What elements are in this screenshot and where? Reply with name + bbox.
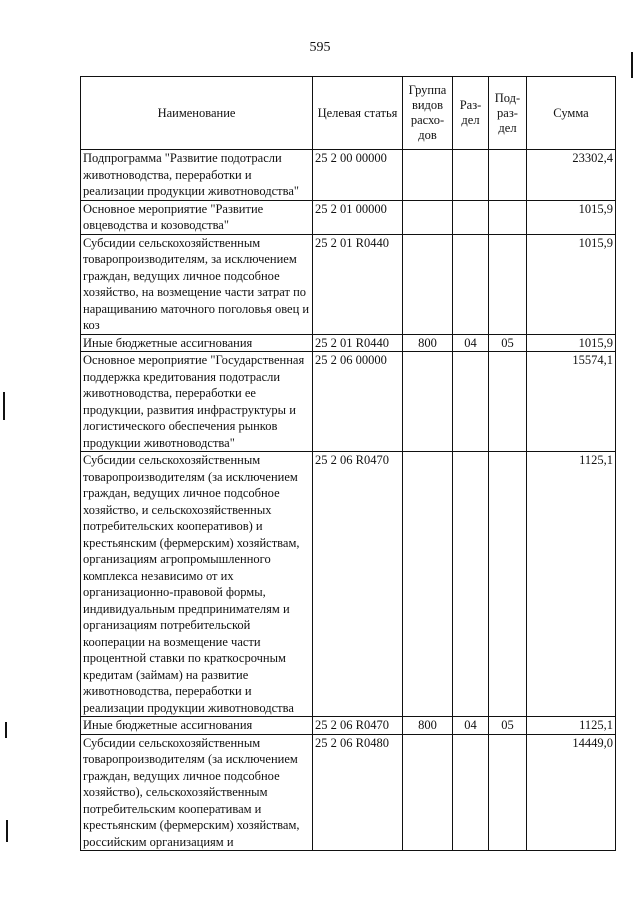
cell-expense-group xyxy=(403,200,453,234)
cell-expense-group xyxy=(403,234,453,334)
scan-mark xyxy=(631,52,633,78)
table-row xyxy=(81,734,616,851)
cell-subsection xyxy=(489,150,527,201)
cell-expense-group xyxy=(403,352,453,452)
cell-expense-group xyxy=(403,150,453,201)
cell-sum: 23302,4 xyxy=(527,150,616,201)
cell-sum: 1015,9 xyxy=(527,334,616,352)
header-expense-group: Группа видов расхо-дов xyxy=(403,77,453,150)
cell-section xyxy=(453,150,489,201)
cell-target-article: 25 2 06 R0470 xyxy=(313,717,403,735)
cell-sum: 1015,9 xyxy=(527,234,616,334)
cell-name: Основное мероприятие "Государственная поддержка кредитования подотрасли животноводства, переработки ее продукции, развития инфраструктуры и логистического обеспечения рынков продукции животноводства" xyxy=(81,352,313,452)
cell-section: 04 xyxy=(453,717,489,735)
cell-subsection xyxy=(489,352,527,452)
table-row xyxy=(81,234,616,334)
cell-subsection xyxy=(489,234,527,334)
header-name: Наименование xyxy=(81,77,313,150)
header-section: Раз-дел xyxy=(453,77,489,150)
cell-expense-group xyxy=(403,734,453,851)
cell-sum: 15574,1 xyxy=(527,352,616,452)
page-number: 595 xyxy=(309,40,331,55)
cell-sum: 1125,1 xyxy=(527,452,616,717)
header-sum: Сумма xyxy=(527,77,616,150)
cell-subsection: 05 xyxy=(489,717,527,735)
scan-mark xyxy=(5,722,7,738)
header-subsection: Под-раз-дел xyxy=(489,77,527,150)
cell-target-article: 25 2 01 00000 xyxy=(313,200,403,234)
cell-expense-group: 800 xyxy=(403,334,453,352)
cell-target-article: 25 2 01 R0440 xyxy=(313,234,403,334)
table-row xyxy=(81,150,616,201)
table-row xyxy=(81,352,616,452)
cell-subsection xyxy=(489,452,527,717)
cell-target-article: 25 2 06 R0480 xyxy=(313,734,403,851)
cell-name: Субсидии сельскохозяйственным товаропроизводителям (за исключением граждан, ведущих личное подсобное хозяйство), сельскохозяйственным потребительским кооперативам и крестьянским (фермерским) хозяйствам, российским организациям и xyxy=(81,734,313,851)
table-row xyxy=(81,717,616,735)
table-row xyxy=(81,200,616,234)
cell-name: Иные бюджетные ассигнования xyxy=(81,717,313,735)
cell-sum: 14449,0 xyxy=(527,734,616,851)
cell-section xyxy=(453,352,489,452)
cell-sum: 1015,9 xyxy=(527,200,616,234)
header-target-article: Целевая статья xyxy=(313,77,403,150)
cell-target-article: 25 2 06 R0470 xyxy=(313,452,403,717)
cell-sum: 1125,1 xyxy=(527,717,616,735)
cell-section xyxy=(453,734,489,851)
cell-subsection xyxy=(489,734,527,851)
scan-mark xyxy=(3,392,5,420)
table-header-row xyxy=(81,77,616,150)
cell-expense-group: 800 xyxy=(403,717,453,735)
cell-target-article: 25 2 01 R0440 xyxy=(313,334,403,352)
table-row xyxy=(81,334,616,352)
cell-target-article: 25 2 06 00000 xyxy=(313,352,403,452)
cell-expense-group xyxy=(403,452,453,717)
cell-section xyxy=(453,234,489,334)
cell-name: Субсидии сельскохозяйственным товаропроизводителям, за исключением граждан, ведущих личное подсобное хозяйство, на возмещение части затрат по наращиванию маточного поголовья овец и коз xyxy=(81,234,313,334)
cell-section xyxy=(453,200,489,234)
budget-table xyxy=(80,76,616,851)
scan-mark xyxy=(6,820,8,842)
cell-name: Иные бюджетные ассигнования xyxy=(81,334,313,352)
cell-subsection xyxy=(489,200,527,234)
cell-name: Субсидии сельскохозяйственным товаропроизводителям (за исключением граждан, ведущих личное подсобное хозяйство, и сельскохозяйственных потребительских кооперативов) и крестьянским (фермерским) хозяйствам, организациям агропромышленного комплекса независимо от их организационно-правовой формы, индивидуальным предпринимателям и организациям потребительской кооперации на возмещение части процентной ставки по краткосрочным кредитам (займам) на развитие животноводства, переработки и реализации продукции животноводства xyxy=(81,452,313,717)
table-row xyxy=(81,452,616,717)
cell-subsection: 05 xyxy=(489,334,527,352)
cell-name: Основное мероприятие "Развитие овцеводства и козоводства" xyxy=(81,200,313,234)
cell-section xyxy=(453,452,489,717)
cell-section: 04 xyxy=(453,334,489,352)
table-body xyxy=(81,150,616,851)
cell-name: Подпрограмма "Развитие подотрасли животноводства, переработки и реализации продукции животноводства" xyxy=(81,150,313,201)
cell-target-article: 25 2 00 00000 xyxy=(313,150,403,201)
